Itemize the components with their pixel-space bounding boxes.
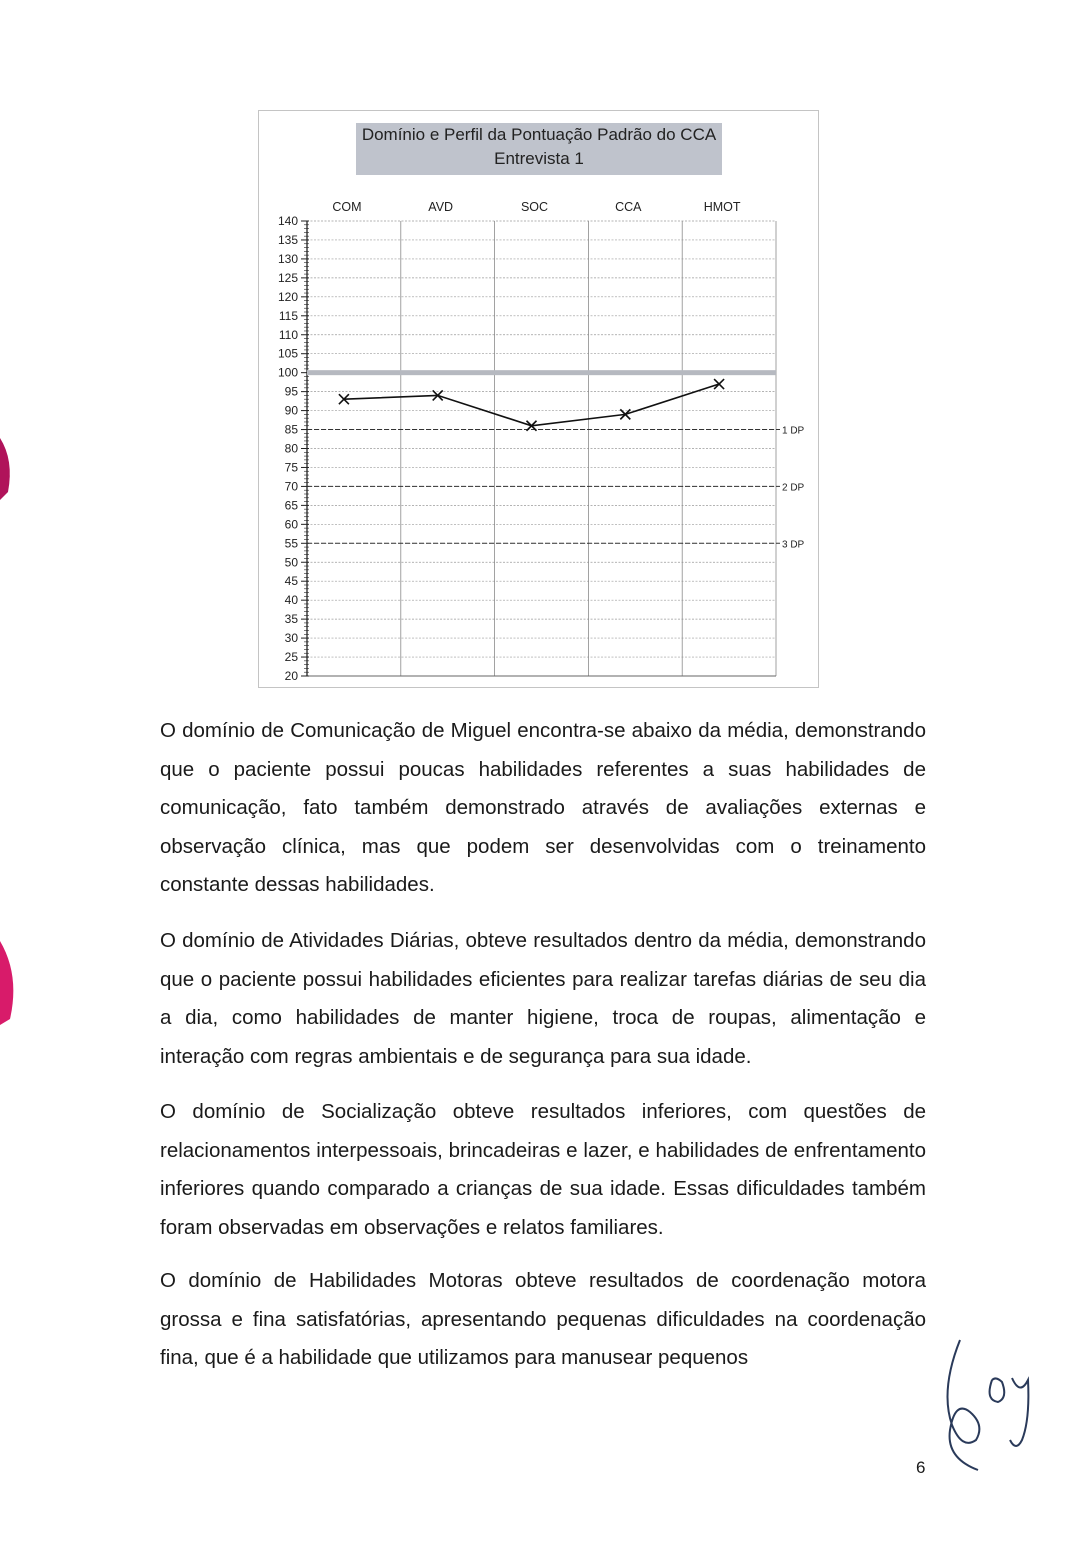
y-tick-label: 85 xyxy=(284,422,298,437)
paragraph-comunicacao: O domínio de Comunicação de Miguel encontra-se abaixo da média, demonstrando que o paciente possui poucas habilidades referentes a suas habilidades de comunicação, fato também demonstrado através de avaliações externas e observação clínica, mas que podem ser desenvolvidas com o treinamento constante dessas habilidades. xyxy=(160,719,926,896)
y-tick-label: 95 xyxy=(284,384,298,399)
y-tick-label: 30 xyxy=(284,631,298,646)
y-tick-label: 100 xyxy=(277,365,298,380)
category-label: CCA xyxy=(615,200,642,214)
y-tick-label: 25 xyxy=(284,650,298,665)
paragraph-atividades-diarias: O domínio de Atividades Diárias, obteve resultados dentro da média, demonstrando que o paciente possui habilidades eficientes para realizar tarefas diárias de seu dia a dia, como habilidades de manter higiene, troca de roupas, alimentação e interação com regras ambientais e de segurança para sua idade. xyxy=(160,929,926,1068)
y-tick-label: 55 xyxy=(284,536,298,551)
y-tick-label: 50 xyxy=(284,555,298,570)
paragraph-habilidades-motoras: O domínio de Habilidades Motoras obteve resultados de coordenação motora grossa e fina satisfatórias, apresentando pequenas dificuldades na coordenação fina, que é a habilidade que utilizamos para manusear pequenos xyxy=(160,1269,926,1369)
category-label: SOC xyxy=(520,200,549,214)
chart-subtitle: Entrevista 1 xyxy=(494,149,584,168)
y-tick-label: 35 xyxy=(284,612,298,627)
series-line xyxy=(344,384,719,426)
mean-band xyxy=(307,370,776,375)
y-tick-label: 80 xyxy=(284,441,298,456)
y-tick-label: 105 xyxy=(277,346,298,361)
chart-title: Domínio e Perfil da Pontuação Padrão do CCA xyxy=(361,125,717,144)
sd-label: 3 DP xyxy=(782,539,805,551)
y-tick-label: 125 xyxy=(277,270,298,285)
y-tick-label: 115 xyxy=(278,308,298,323)
category-label: HMOT xyxy=(703,200,741,214)
category-label: AVD xyxy=(428,200,454,214)
y-tick-label: 65 xyxy=(284,498,298,513)
chart-plot xyxy=(0,0,1080,700)
y-tick-label: 60 xyxy=(284,517,298,532)
y-tick-label: 130 xyxy=(277,251,298,266)
y-tick-label: 45 xyxy=(284,574,298,589)
y-tick-label: 40 xyxy=(284,593,298,608)
y-tick-label: 90 xyxy=(284,403,298,418)
y-tick-label: 120 xyxy=(277,289,298,304)
y-tick-label: 140 xyxy=(277,214,298,228)
sd-label: 1 DP xyxy=(782,425,805,437)
page-number: 6 xyxy=(916,1458,926,1477)
sd-label: 2 DP xyxy=(782,482,805,494)
y-tick-label: 135 xyxy=(277,232,298,247)
category-label: COM xyxy=(332,200,362,214)
margin-mark-bottom xyxy=(0,935,22,1030)
y-tick-label: 70 xyxy=(284,479,298,494)
data-point-marker xyxy=(714,379,724,389)
paragraph-socializacao: O domínio de Socialização obteve resultados inferiores, com questões de relacionamentos interpessoais, brincadeiras e lazer, e habilidades de enfrentamento inferiores quando comparado a crianças de sua idade. Essas dificuldades também foram observadas em observações e relatos familiares. xyxy=(160,1100,926,1239)
y-tick-label: 75 xyxy=(284,460,298,475)
y-tick-label: 20 xyxy=(284,669,298,683)
handwritten-signature xyxy=(930,1330,1040,1480)
y-tick-label: 110 xyxy=(278,327,298,342)
